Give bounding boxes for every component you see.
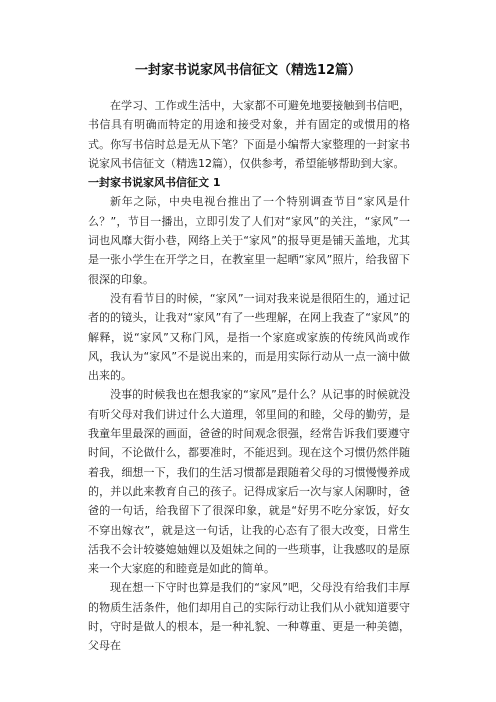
body-paragraph-1: 新年之际，中央电视台推出了一个特别调查节目“家风是什么？”，节目一播出，立即引发了人们对“家风”的关注，“家风”一词也风靡大街小巷，网络上关于“家风”的报导更是铺天盖地，尤其是一张小学生在开学之日，在教室里一起晒“家风”照片，给我留下很深的印象。 bbox=[88, 195, 410, 286]
body-paragraph-2: 没有看节目的时候，“家风”一词对我来说是很陌生的，通过记者的的镜头，让我对“家风”有了一些理解，在网上我查了“家风”的解释，说“家风”又称门风，是指一个家庭或家族的传统风尚或作风，我认为“家风”不是说出来的，而是用实际行动从一点一滴中做出来的。 bbox=[88, 291, 410, 383]
body-paragraph-4: 现在想一下守时也算是我们的“家风”吧，父母没有给我们丰厚的物质生活条件，他们却用自己的实际行动让我们从小就知道要守时，守时是做人的根本，是一种礼貌、一种尊重、更是一种美德，父母在 bbox=[88, 581, 410, 653]
intro-paragraph: 在学习、工作或生活中，大家都不可避免地要接触到书信吧，书信具有明确而特定的用途和接受对象，并有固定的或惯用的格式。你写书信时总是无从下笔？下面是小编帮大家整理的一封家书说家风书信征文（精选12篇），仅供参考，希望能够帮助到大家。 bbox=[88, 99, 410, 170]
section-heading: 一封家书说家风书信征文 1 bbox=[88, 176, 221, 190]
document-body bbox=[88, 96, 410, 656]
body-paragraph-3: 没事的时候我也在想我家的“家风”是什么？从记事的时候就没有听父母对我们讲过什么大道理，邻里间的和睦，父母的勤劳，是我童年里最深的画面，爸爸的时间观念很强，经常告诉我们要遵守时间，不论做什么，都要准时，不能迟到。现在这个习惯仍然伴随着我，细想一下，我们的生活习惯都是跟随着父母的习惯慢慢养成的，并以此来教育自己的孩子。记得成家后一次与家人闲聊时，爸爸的一句话，给我留下了很深印象，就是“好男不吃分家饭，好女不穿出嫁衣”，就是这一句话，让我的心态有了很大改变，日常生活我不会计较婆媳妯娌以及姐妹之间的一些琐事，让我感叹的是原来一个大家庭的和睦竟是如此的简单。 bbox=[88, 388, 410, 576]
document-title: 一封家书说家风书信征文（精选12篇） bbox=[134, 63, 362, 78]
